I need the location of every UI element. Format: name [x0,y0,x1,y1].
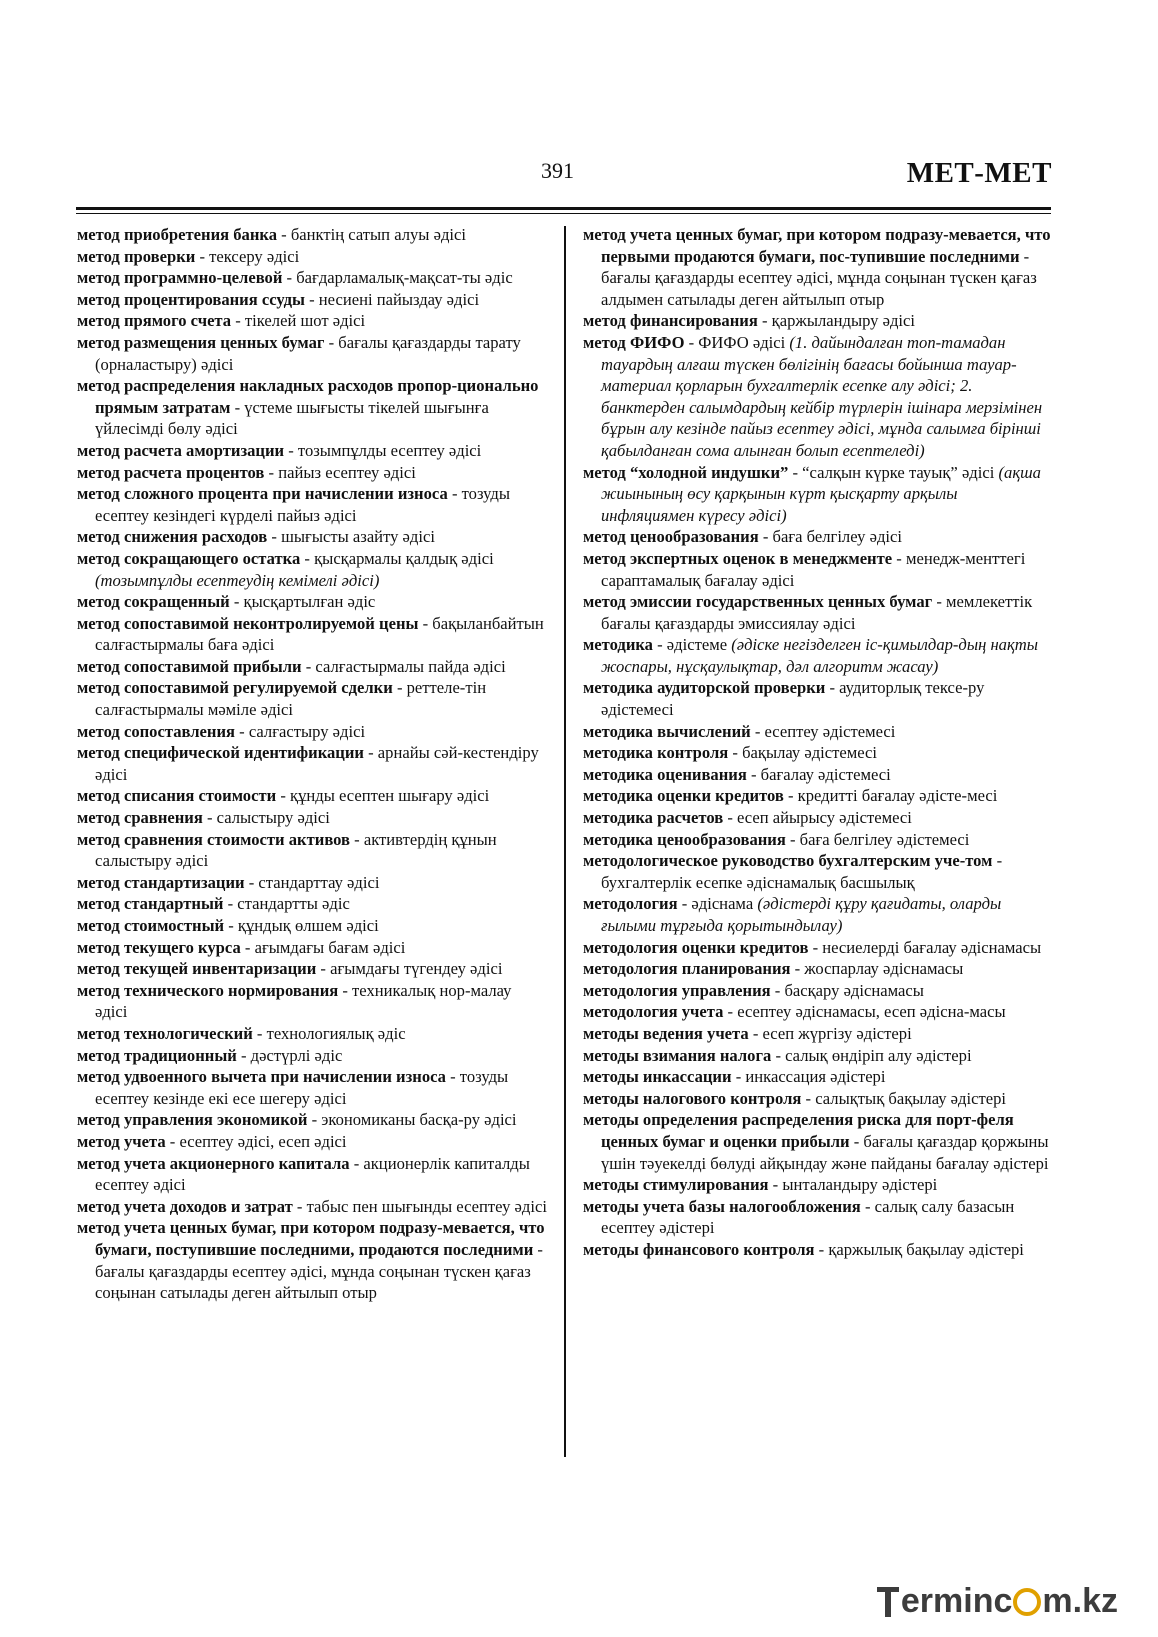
dictionary-entry [583,1239,1053,1261]
dictionary-entry [583,721,1053,743]
entry-definition: - бағалы қағаздар қоржыны үшін тәуекелді бөлуді айқындау және пайданы бағалау әдістері [601,1131,1049,1173]
entry-term: метод приобретения банка [77,225,278,244]
dictionary-entry [583,310,1053,332]
entry-definition: - экономиканы басқа-ру әдісі [307,1110,517,1130]
entry-definition: - стандарттау әдісі [244,872,380,892]
dictionary-entry [77,332,547,375]
dictionary-entry [77,1196,547,1218]
entry-definition: - салық салу базасын есептеу әдістері [601,1196,1015,1238]
entry-definition: - инкассация әдістері [731,1067,886,1087]
entry-definition: - есеп айырысу әдістемесі [723,808,912,828]
dictionary-entry [77,483,547,526]
entry-term: метод размещения ценных бумаг [77,332,325,352]
entry-definition: - салғастырмалы пайда әдісі [301,656,506,676]
entry-term: методология управления [583,980,771,1000]
dictionary-entry [77,721,547,743]
entry-term: метод сопоставления [77,721,236,741]
entry-definition: - ынталандыру әдістері [768,1175,938,1195]
entry-definition: - жоспарлау әдіснамасы [790,959,964,979]
dictionary-entry [77,872,547,894]
dictionary-entry [583,1196,1053,1239]
dictionary-entry [583,332,1053,462]
entry-term: метод расчета амортизации [77,440,285,460]
logo-text-c: c [993,1582,1013,1620]
entry-term: методы взимания налога [583,1045,772,1065]
entry-definition: - стандартты әдіс [223,894,350,914]
entry-definition: - тозымпұлды есептеу әдісі [284,440,482,460]
dictionary-entry [583,1174,1053,1196]
dictionary-entry [583,634,1053,677]
entry-definition: - бақыланбайтын салғастырмалы баға әдісі [95,613,544,655]
dictionary-entry [77,1153,547,1196]
dictionary-entry [77,980,547,1023]
entry-term: метод экспертных оценок в менеджменте [583,548,893,568]
entry-term: метод управления экономикой [77,1110,308,1130]
entry-term: метод сложного процента при начислении износа [77,484,448,504]
entry-definition: - шығысты азайту әдісі [267,527,435,547]
entry-term: метод текущего курса [77,937,241,957]
entry-term: методологическое руководство бухгалтерским уче-том [583,851,993,871]
entry-term: метод сокращающего остатка [77,548,301,568]
entry-term: метод ФИФО [583,332,685,352]
entry-definition: - активтердің құнын салыстыру әдісі [95,829,497,871]
entry-definition: - тозуды есептеу кезінде екі есе шегеру әдісі [95,1067,509,1108]
entry-definition: - мемлекеттік бағалы қағаздарды эмиссиялау әдісі [601,592,1033,633]
dictionary-entry [583,785,1053,807]
entry-definition: - салыстыру әдісі [202,808,330,828]
entry-term: методы учета базы налогообложения [583,1196,861,1216]
dictionary-entry [583,1109,1053,1174]
page-number: 391 [541,158,574,183]
dictionary-entry [583,591,1053,634]
entry-definition: - арнайы сәй-кестендіру әдісі [95,743,539,784]
entry-note: (тозымпұлды есептеудің кемімелі әдісі) [95,570,380,590]
entry-term: метод снижения расходов [77,527,268,547]
entry-term: метод сравнения [77,808,203,828]
dictionary-entry [77,807,547,829]
entry-definition: - табыс пен шығынды есептеу әдісі [292,1196,547,1216]
entry-term: метод текущей инвентаризации [77,959,317,979]
entry-definition: - баға белгілеу әдісі [758,527,902,547]
entry-definition: - технологиялық әдіс [252,1023,406,1043]
entry-term: метод списания стоимости [77,786,277,806]
logo-text-2: m.kz [1042,1582,1118,1620]
entry-definition: - менедж-менттегі сараптамалық бағалау әдісі [601,548,1026,590]
entry-term: методика ценообразования [583,829,786,849]
dictionary-entry [583,958,1053,980]
entry-term: метод стандартный [77,894,224,914]
dictionary-entry [77,677,547,720]
entry-note: (әдістерді құру қағидаты, оларды ғылыми тұрғыда қорытындылау) [601,894,1002,935]
entry-term: методика аудиторской проверки [583,678,826,698]
entry-definition: - бухгалтерлік есепке әдіснамалық басшылық [601,851,1003,892]
entry-definition: - есептеу әдістемесі [750,721,896,741]
entry-definition: - ағымдағы бағам әдісі [240,937,406,957]
dictionary-entry [77,742,547,785]
entry-definition: - тозуды есептеу кезіндегі күрделі пайыз әдісі [95,484,510,525]
entry-definition: - әдістеме [652,635,732,655]
dictionary-entry [583,807,1053,829]
entry-term: метод стоимостный [77,916,225,935]
logo-text-1: ermin [900,1582,994,1620]
entry-term: метод сопоставимой прибыли [77,656,302,676]
entry-definition: - реттеле-тін салғастырмалы мәміле әдісі [95,678,487,720]
entry-definition: - техникалық нор-малау әдісі [95,980,512,1022]
entry-definition: - салық өндіріп алу әдістері [771,1045,972,1065]
entry-term: метод сравнения стоимости активов [77,829,351,849]
entry-definition: - қаржылық бақылау әдістері [814,1239,1024,1259]
entry-term: методы инкассации [583,1067,732,1087]
entry-definition: - банктің сатып алуы әдісі [277,225,466,244]
dictionary-entry [77,613,547,656]
entry-term: метод прямого счета [77,311,232,331]
entry-definition: - бақылау әдістемесі [728,743,878,763]
entry-term: метод ценообразования [583,527,759,547]
entry-term: метод учета акционерного капитала [77,1153,350,1173]
entry-definition: - есептеу әдіснамасы, есеп әдісна-масы [723,1002,1006,1022]
entry-term: метод финансирования [583,311,758,331]
entry-definition: - баға белгілеу әдістемесі [785,829,970,849]
entry-term: метод программно-целевой [77,268,283,288]
entry-term: методология оценки кредитов [583,937,809,957]
entry-term: метод учета доходов и затрат [77,1196,293,1216]
dictionary-entry [583,224,1053,310]
entry-definition: - несиелерді бағалау әдіснамасы [808,937,1042,957]
entry-term: метод процентирования ссуды [77,289,305,309]
dictionary-entry [583,526,1053,548]
dictionary-entry [77,224,547,246]
dictionary-entry [583,1001,1053,1023]
entry-definition: - қаржыландыру әдісі [757,311,916,331]
dictionary-entry [77,246,547,268]
entry-definition: - ФИФО әдісі [684,332,790,352]
header-rule-thick [76,207,1051,210]
right-column [583,224,1053,1261]
entry-definition: - салықтық бақылау әдістері [801,1088,1006,1108]
dictionary-entry [583,829,1053,851]
dictionary-entry [77,526,547,548]
dictionary-entry [77,289,547,311]
entry-term: методика вычислений [583,721,751,741]
entry-definition: - үстеме шығысты тікелей шығынға үйлесімді бөлу әдісі [95,397,489,439]
entry-term: метод технологический [77,1023,253,1043]
entry-term: метод эмиссии государственных ценных бумаг [583,592,933,612]
left-column [77,224,547,1304]
entry-term: метод сокращенный [77,592,230,612]
entry-definition: - құндық өлшем әдісі [224,916,379,935]
entry-term: метод традиционный [77,1045,237,1065]
entry-term: метод стандартизации [77,872,245,892]
entry-term: метод сопоставимой неконтролируемой цены [77,613,419,633]
entry-definition: - тікелей шот әдісі [231,311,366,331]
entry-term: метод сопоставимой регулируемой сделки [77,678,393,698]
entry-definition: - қысқармалы қалдық әдісі [300,548,494,568]
dictionary-entry [583,1088,1053,1110]
entry-term: методика оценки кредитов [583,786,784,806]
dictionary-entry [77,375,547,440]
entry-definition: - кредитті бағалау әдісте-месі [783,786,998,806]
entry-term: методика расчетов [583,808,724,828]
entry-term: метод удвоенного вычета при начислении износа [77,1067,446,1087]
entry-term: методы стимулирования [583,1175,769,1195]
entry-definition: - дәстүрлі әдіс [236,1045,343,1065]
entry-definition: - салғастыру әдісі [235,721,366,741]
logo-t-icon [877,1585,899,1619]
dictionary-entry [583,1023,1053,1045]
dictionary-entry [77,591,547,613]
entry-term: метод учета ценных бумаг, при котором подразу-мевается, что первыми продаются бумаги, пос-тупившие последними [583,225,1051,266]
entry-term: метод расчета процентов [77,462,265,482]
entry-term: методика [583,635,653,655]
entry-definition: - ағымдағы түгендеу әдісі [316,959,503,979]
entry-definition: - бағалы қағаздарды есептеу әдісі, мұнда соңынан түскен қағаз соңынан сатылады деген айтылып отыр [95,1239,543,1303]
dictionary-entry [77,656,547,678]
running-head: МЕТ-МЕТ [906,157,1052,189]
dictionary-entry [77,548,547,591]
dictionary-entry [583,850,1053,893]
entry-definition: - бағалы қағаздарды тарату (орналастыру) әдісі [95,332,521,374]
dictionary-entry [77,1217,547,1303]
header-rule-thin [76,213,1051,214]
entry-term: методы определения распределения риска для порт-феля ценных бумаг и оценки прибыли [583,1110,1014,1151]
entry-term: методология планирования [583,959,791,979]
dictionary-entry [77,785,547,807]
dictionary-entry [77,937,547,959]
dictionary-entry [77,462,547,484]
dictionary-entry [583,937,1053,959]
dictionary-entry [77,267,547,289]
dictionary-entry [77,829,547,872]
dictionary-entry [77,310,547,332]
entry-definition: - “салқын күрке тауық” әдісі [788,462,999,482]
column-divider [564,226,566,1457]
entry-definition: - құнды есептен шығару әдісі [276,786,490,806]
entry-term: метод технического нормирования [77,980,339,1000]
entry-definition: - әдіснама [677,894,758,914]
dictionary-entry [583,742,1053,764]
dictionary-entry [583,462,1053,527]
dictionary-entry [583,1066,1053,1088]
dictionary-entry [77,1131,547,1153]
dictionary-entry [77,440,547,462]
entry-definition: - есептеу әдісі, есеп әдісі [165,1131,347,1151]
entry-term: метод проверки [77,246,196,266]
entry-definition: - несиені пайыздау әдісі [304,289,480,309]
entry-note: (әдіске негізделген іс-қимылдар-дың нақты жоспары, нұсқаулықтар, дәл алгоритм жасау) [601,635,1038,676]
entry-definition: - бағалы қағаздарды есептеу әдісі, мұнда соңынан түскен қағаз алдымен сатылады деген айтылып отыр [601,246,1037,309]
entry-note: (ақша жиынының өсу қарқынын күрт қысқарту арқылы инфляциямен күресу әдісі) [601,462,1041,525]
entry-definition: - акционерлік капиталды есептеу әдісі [95,1153,530,1195]
entry-term: метод учета [77,1131,166,1151]
dictionary-entry [77,958,547,980]
entry-term: методы финансового контроля [583,1239,815,1259]
entry-definition: - аудиторлық тексе-ру әдістемесі [601,678,985,720]
entry-term: метод специфической идентификации [77,743,364,763]
entry-definition: - бағдарламалық-мақсат-ты әдіс [282,268,513,288]
entry-term: метод “холодной индушки” [583,462,789,482]
entry-definition: - пайыз есептеу әдісі [264,462,416,482]
entry-term: методы ведения учета [583,1023,749,1043]
dictionary-entry [77,1109,547,1131]
dictionary-entry [583,764,1053,786]
logo-o-ring-icon [1013,1588,1041,1616]
entry-term: метод учета ценных бумаг, при котором подразу-мевается, что бумаги, поступившие последними, продаются последними [77,1218,545,1259]
entry-term: метод распределения накладных расходов пропор-ционально прямым затратам [77,376,539,417]
dictionary-entry [77,1045,547,1067]
dictionary-entry [583,677,1053,720]
entry-term: методика оценивания [583,764,747,784]
dictionary-entry [583,980,1053,1002]
entry-note: (1. дайындалған топ-тамадан тауардың алғаш түскен бөлігінің бағасы бойынша тауар-материал қорларын бухгалтерлік есепке алу әдісі; 2. банктерден салымдардың кейбір түрлерін ішінара мерзімінен бұрын алу кезінде пайыз есептеу әдісі, мұнда салымға бірінші қабылданған сома алынған болып есептеледі) [601,332,1043,460]
dictionary-entry [583,548,1053,591]
entry-definition: - басқару әдіснамасы [770,980,924,1000]
dictionary-entry [583,893,1053,936]
dictionary-entry [77,1023,547,1045]
dictionary-entry [77,893,547,915]
entry-definition: - есеп жүргізу әдістері [748,1023,912,1043]
entry-definition: - қысқартылған әдіс [229,592,376,612]
dictionary-entry [77,915,547,937]
entry-definition: - тексеру әдісі [195,246,300,266]
dictionary-entry [583,1045,1053,1067]
termincom-logo [877,1582,1118,1621]
dictionary-entry [77,1066,547,1109]
entry-definition: - бағалау әдістемесі [746,764,891,784]
entry-term: методика контроля [583,743,729,763]
entry-term: методология [583,894,678,914]
entry-term: методология учета [583,1002,724,1022]
entry-term: методы налогового контроля [583,1088,802,1108]
